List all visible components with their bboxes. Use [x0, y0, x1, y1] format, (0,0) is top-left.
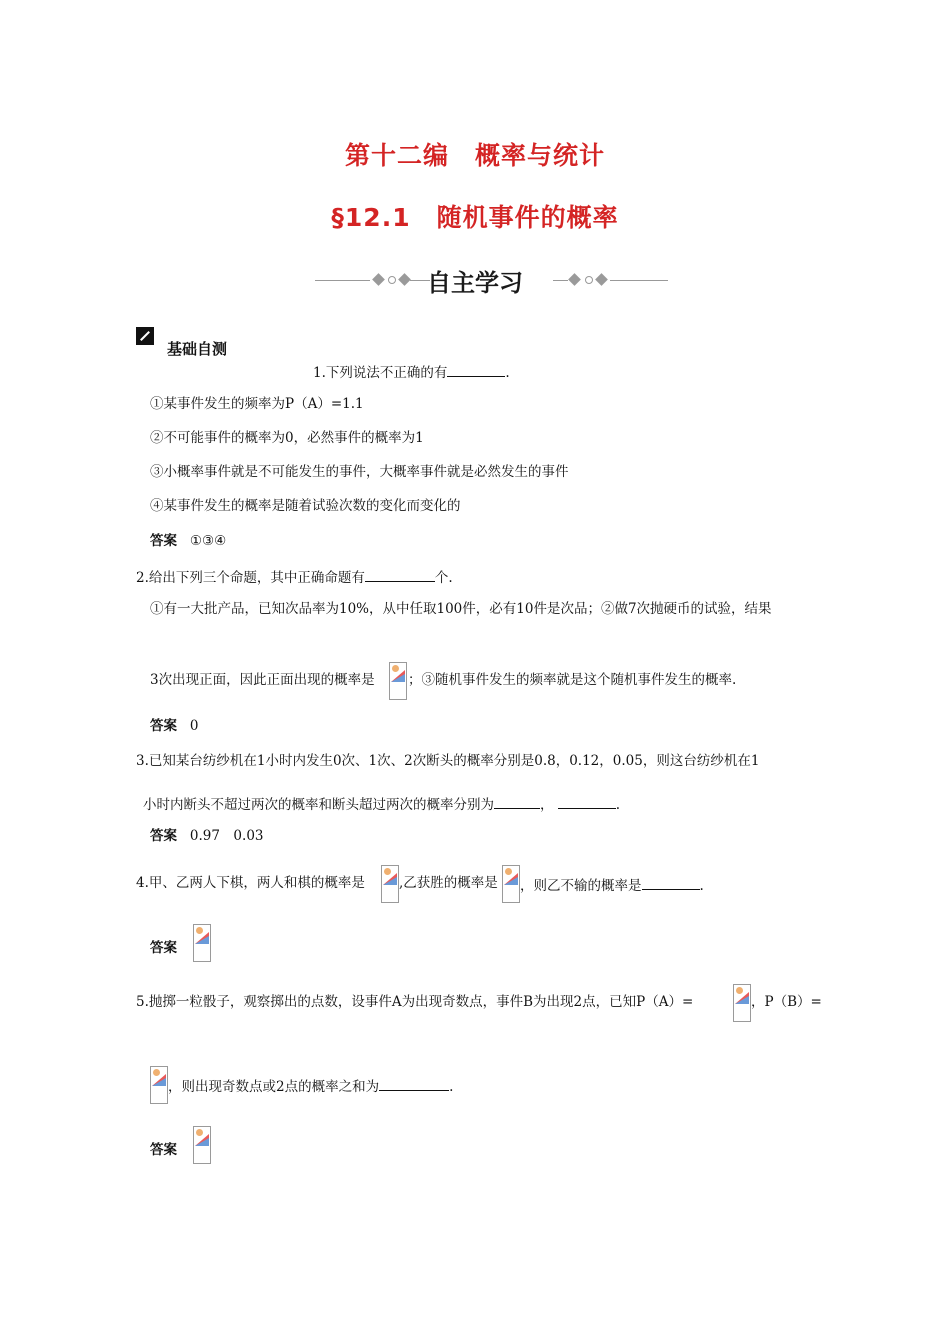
answer-blank: [447, 364, 505, 377]
q1-stem: [313, 364, 510, 381]
fraction-image-icon: [150, 1066, 168, 1104]
q4-line: [520, 877, 704, 894]
q5-line-2: [168, 1078, 453, 1095]
q5-line-2-text: ，则出现奇数点或2点的概率之和为: [168, 1079, 380, 1095]
q1-option-1: ①某事件发生的频率为P（A）=1.1: [150, 396, 364, 412]
q1-stem-text: 1.下列说法不正确的有: [313, 365, 448, 381]
q4-answer-label: 答案: [150, 940, 177, 956]
answer-blank: [494, 796, 540, 809]
q3-separator: ，: [540, 797, 554, 813]
chapter-title: 第十二编 概率与统计: [344, 141, 605, 170]
q5-line-1a: 5.抛掷一粒骰子，观察掷出的点数，设事件A为出现奇数点，事件B为出现2点，已知P（A）=: [136, 994, 694, 1010]
answer-blank: [642, 877, 700, 890]
q2-line-1: ①有一大批产品，已知次品率为10%，从中任取100件，必有10件是次品；②做7次抛硬币的试验，结果: [150, 601, 772, 617]
answer-blank: [365, 569, 435, 582]
fraction-image-icon: [193, 924, 211, 962]
q5-line-1b: ，P（B）=: [751, 994, 822, 1010]
fraction-image-icon: [193, 1126, 211, 1164]
banner-line-inner-right: [553, 280, 568, 281]
q2-line-2b: ；③随机事件发生的频率就是这个随机事件发生的概率.: [408, 672, 737, 688]
q3-line-2-text: 小时内断头不超过两次的概率和断头超过两次的概率分别为: [143, 797, 494, 813]
q2-stem: [136, 569, 453, 586]
q1-stem-end: .: [505, 365, 510, 381]
q5-line-2-end: .: [449, 1079, 454, 1095]
q2-stem-text: 2.给出下列三个命题，其中正确命题有: [136, 570, 365, 586]
answer-blank: [558, 796, 616, 809]
q3-line-1: 3.已知某台纺纱机在1小时内发生0次、1次、2次断头的概率分别是0.8，0.12，0.05，则这台纺纱机在1: [136, 753, 760, 769]
q4-text-c: ，则乙不输的概率是: [520, 878, 642, 894]
answer-blank: [379, 1078, 449, 1091]
pencil-icon: [136, 327, 154, 345]
section-heading: 基础自测: [167, 340, 228, 358]
answer-value: 0.97 0.03: [189, 828, 264, 844]
q4-text-d: .: [699, 878, 704, 894]
q3-answer: [150, 830, 264, 844]
fraction-image-icon: [381, 865, 399, 903]
dot-icon: [585, 276, 593, 284]
q5-answer-label: 答案: [150, 1142, 177, 1158]
q1-answer: [150, 535, 226, 549]
answer-label: 答案: [150, 718, 177, 734]
banner-line-right: [610, 280, 668, 281]
q1-option-3: ③小概率事件就是不可能发生的事件，大概率事件就是必然发生的事件: [150, 464, 569, 480]
q4-text-a: 4.甲、乙两人下棋，两人和棋的概率是: [136, 875, 365, 891]
answer-value: ①③④: [189, 533, 227, 549]
answer-label: 答案: [150, 828, 177, 844]
banner-title: 自主学习: [427, 269, 523, 297]
fraction-image-icon: [502, 865, 520, 903]
q2-stem-end: 个.: [434, 570, 453, 586]
q1-option-4: ④某事件发生的概率是随着试验次数的变化而变化的: [150, 498, 461, 514]
q1-option-2: ②不可能事件的概率为0，必然事件的概率为1: [150, 430, 424, 446]
fraction-image-icon: [389, 662, 407, 700]
q3-line-2-end: .: [615, 797, 621, 813]
q2-line-2a: 3次出现正面，因此正面出现的概率是: [150, 672, 375, 688]
q2-answer: [150, 720, 198, 734]
q3-line-2: [143, 796, 620, 813]
fraction-image-icon: [733, 984, 751, 1022]
section-title: §12.1 随机事件的概率: [331, 203, 619, 232]
answer-label: 答案: [150, 533, 177, 549]
answer-value: 0: [189, 718, 199, 734]
q4-text-b: ,乙获胜的概率是: [399, 875, 498, 891]
